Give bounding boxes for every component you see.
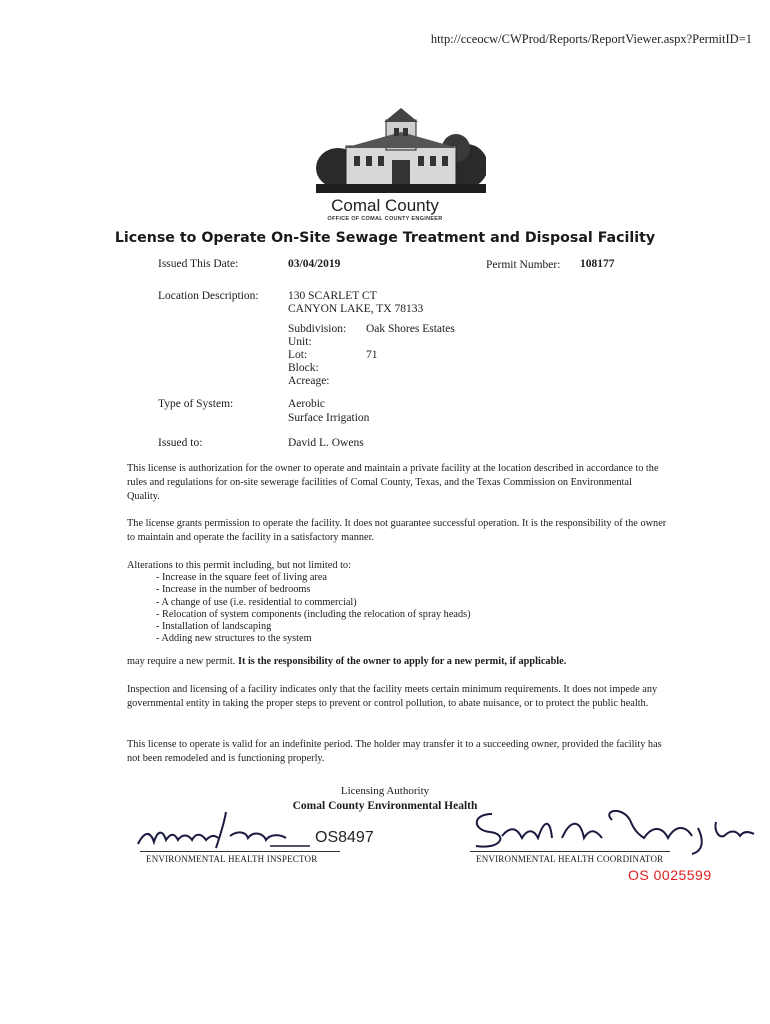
issued-date-label: Issued This Date:: [158, 258, 239, 270]
lot-value: 71: [366, 349, 378, 361]
system-type-line-2: Surface Irrigation: [288, 412, 370, 424]
coordinator-title: ENVIRONMENTAL HEALTH COORDINATOR: [476, 854, 664, 864]
coordinator-signature-line: [470, 851, 670, 852]
coordinator-signature: [462, 800, 762, 858]
list-item: - Increase in the square feet of living area: [156, 572, 327, 583]
owner-responsibility-notice: It is the responsibility of the owner to apply for a new permit, if applicable.: [237, 656, 567, 667]
inspector-signature-line: [140, 851, 340, 852]
issued-to-name: David L. Owens: [288, 437, 364, 449]
report-url: http://cceocw/CWProd/Reports/ReportViewer.aspx?PermitID=1: [430, 32, 752, 46]
document-title: License to Operate On-Site Sewage Treatment and Disposal Facility: [114, 230, 656, 246]
paragraph-permission: The license grants permission to operate the facility. It does not guarantee successful operation. It is the responsibility of the owner to maintain and operate the facility in a satisfactory manner.: [127, 518, 667, 543]
system-type-line-1: Aerobic: [288, 398, 326, 410]
address-line-1: 130 SCARLET CT: [288, 290, 377, 302]
list-item: - Adding new structures to the system: [156, 633, 312, 645]
licensing-authority-label: Licensing Authority: [340, 785, 430, 797]
system-type-label: Type of System:: [158, 398, 234, 410]
paragraph-validity: This license to operate is valid for an indefinite period. The holder may transfer it to a succeeding owner, provided the facility has not been remodeled and is functioning properly.: [127, 739, 662, 764]
list-item: - Increase in the number of bedrooms: [156, 584, 311, 596]
block-label: Block:: [288, 362, 319, 374]
county-name: Comal County: [331, 196, 439, 215]
permit-number-label: Permit Number:: [486, 259, 561, 271]
inspector-signature: [130, 808, 330, 853]
alterations-closing-text: may require a new permit.: [127, 656, 236, 667]
document-stamp-number: OS 0025599: [628, 867, 712, 883]
list-item: - Relocation of system components (including the relocation of spray heads): [156, 608, 471, 620]
courthouse-logo: [316, 108, 486, 193]
inspector-code: OS8497: [315, 829, 374, 846]
location-label: Location Description:: [158, 290, 259, 302]
licensing-authority-name: Comal County Environmental Health: [292, 800, 478, 812]
address-line-2: CANYON LAKE, TX 78133: [288, 303, 424, 315]
unit-label: Unit:: [288, 336, 312, 348]
permit-number: 108177: [580, 258, 615, 270]
alterations-closing: [127, 655, 687, 669]
acreage-label: Acreage:: [288, 375, 330, 387]
inspector-title: ENVIRONMENTAL HEALTH INSPECTOR: [146, 854, 318, 864]
list-item: - A change of use (i.e. residential to commercial): [156, 596, 357, 608]
office-name: OFFICE OF COMAL COUNTY ENGINEER: [327, 216, 443, 222]
issued-to-label: Issued to:: [158, 437, 203, 449]
paragraph-authorization: This license is authorization for the owner to operate and maintain a private facility at the location described in accordance to the rules and regulations for on-site sewerage facilities of Comal County, Texas, and the Texas Commission on Environmental Quality.: [127, 463, 659, 502]
lot-label: Lot:: [288, 349, 308, 361]
issued-date: 03/04/2019: [288, 258, 341, 270]
subdivision-label: Subdivision:: [288, 323, 347, 335]
alterations-intro: Alterations to this permit including, but not limited to:: [127, 560, 351, 571]
list-item: - Installation of landscaping: [156, 621, 272, 633]
paragraph-inspection: Inspection and licensing of a facility indicates only that the facility meets certain minimum requirements. It does not impede any governmental entity in taking the proper steps to prevent or control pollution, to abate nuisance, or to protect the public health.: [127, 684, 658, 709]
alterations-list: [156, 572, 471, 646]
subdivision-value: Oak Shores Estates: [366, 323, 455, 335]
